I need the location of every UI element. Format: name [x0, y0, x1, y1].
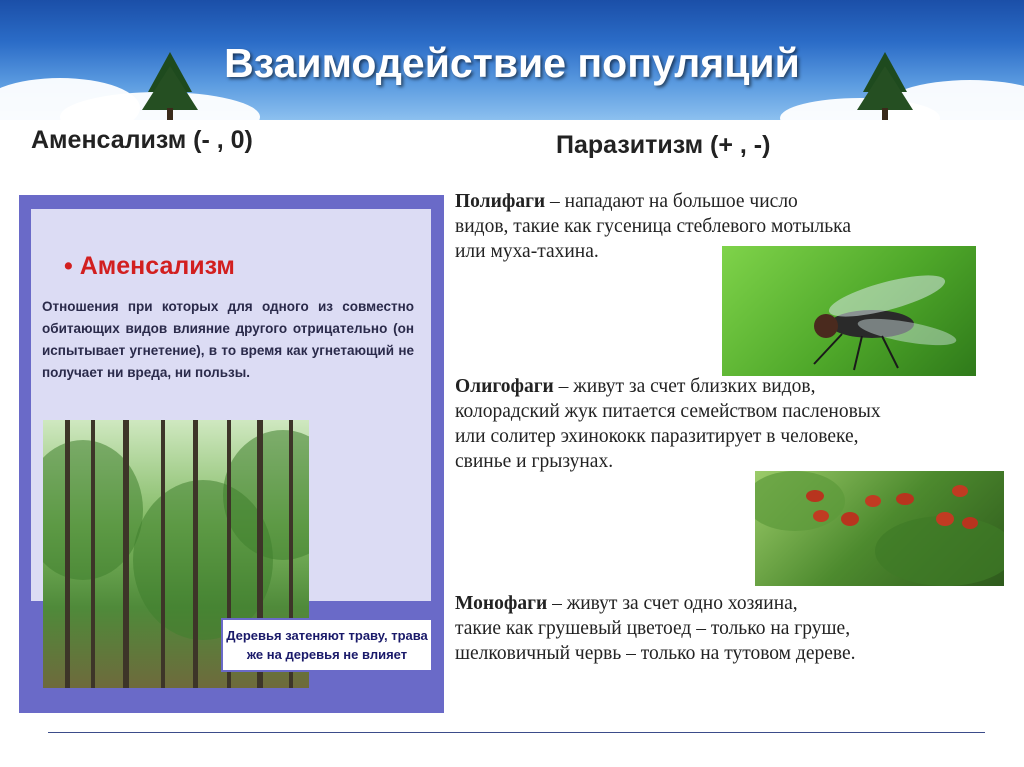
footer-divider: [48, 732, 985, 733]
beetle-larvae-photo: [755, 471, 1004, 586]
beetle-larvae-illustration: [755, 471, 1004, 586]
parasitism-heading: Паразитизм (+ , -): [556, 131, 771, 159]
oligophages-paragraph: [455, 374, 881, 474]
polyphages-term: Полифаги: [455, 191, 546, 212]
amensalism-heading: Аменсализм (- , 0): [31, 126, 253, 154]
amensalism-caption: [221, 618, 433, 672]
paragraph-line: видов, такие как гусеница стеблевого мотылька: [455, 216, 851, 237]
monophages-term: Монофаги: [455, 593, 548, 614]
caption-line: же на деревья не влияет: [246, 647, 408, 662]
paragraph-line: такие как грушевый цветоед – только на груше,: [455, 618, 851, 639]
paragraph-line: свинье и грызунах.: [455, 451, 614, 472]
paragraph-line: – нападают на большое число: [545, 191, 798, 212]
paragraph-line: шелковичный червь – только на тутовом дереве.: [455, 643, 856, 664]
amensalism-card-title: • Аменсализм: [64, 252, 235, 280]
amensalism-card-description: Отношения при которых для одного из совместно обитающих видов влияние другого отрицательно (он испытывает угнетение), в то время как угнетающий не получает ни вреда, ни пользы.: [42, 299, 414, 380]
paragraph-line: или муха-тахина.: [455, 241, 599, 262]
page-title: Взаимодействие популяций: [224, 40, 800, 86]
monophages-paragraph: [455, 591, 856, 666]
paragraph-line: колорадский жук питается семейством пасленовых: [455, 401, 881, 422]
caption-line: Деревья затеняют траву, трава: [226, 628, 428, 643]
caption-text: [223, 626, 431, 664]
fly-illustration: [722, 246, 976, 376]
oligophages-term: Олигофаги: [455, 376, 554, 397]
header-banner: [0, 0, 1024, 120]
paragraph-line: – живут за счет одно хозяина,: [547, 593, 798, 614]
fly-photo: [722, 246, 976, 376]
paragraph-line: – живут за счет близких видов,: [553, 376, 816, 397]
paragraph-line: или солитер эхинококк паразитирует в человеке,: [455, 426, 859, 447]
